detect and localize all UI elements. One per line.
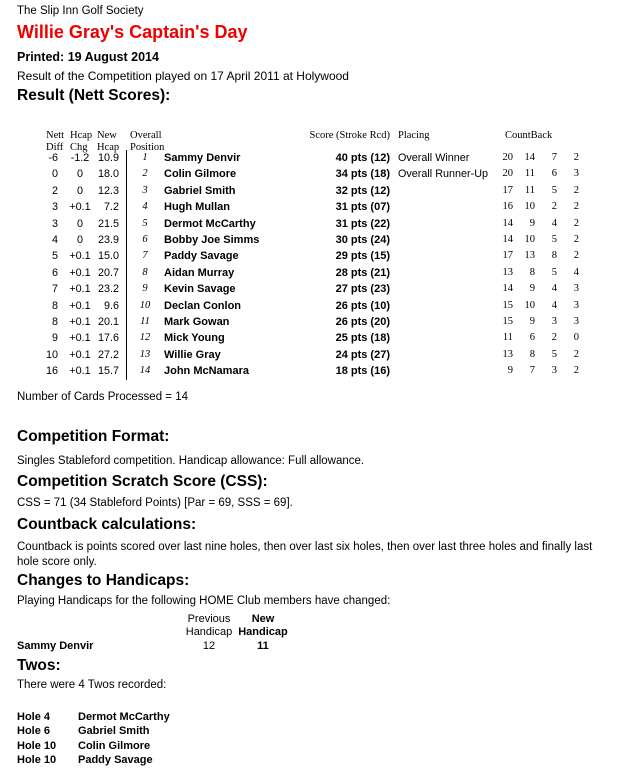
overall-position: 13 bbox=[139, 348, 151, 360]
placing-label: Overall Runner-Up bbox=[398, 168, 489, 181]
col-header-line: Chg bbox=[70, 141, 88, 153]
table-row bbox=[0, 281, 618, 297]
new-hcap-value: 20.7 bbox=[97, 266, 119, 279]
two-player-name: Gabriel Smith bbox=[78, 725, 150, 738]
changes-to-handicaps-heading: Changes to Handicaps: bbox=[17, 572, 190, 589]
nett-diff-value: 9 bbox=[51, 332, 58, 345]
overall-position: 1 bbox=[142, 152, 148, 163]
countback-6-holes: 11 bbox=[524, 184, 535, 196]
two-hole-label: Hole 10 bbox=[17, 753, 57, 766]
hcap-chg-value: 0 bbox=[76, 168, 83, 181]
player-name: Mark Gowan bbox=[164, 315, 230, 328]
countback-6-holes: 10 bbox=[524, 233, 535, 245]
new-hcap-value: 23.2 bbox=[97, 283, 119, 296]
nett-diff-value: -6 bbox=[48, 152, 58, 164]
two-hole-label: Hole 6 bbox=[17, 725, 51, 738]
countback-6-holes: 11 bbox=[524, 168, 535, 180]
nett-diff-value: 10 bbox=[45, 348, 58, 361]
new-hcap-value: 15.0 bbox=[97, 250, 119, 263]
two-row bbox=[0, 710, 618, 724]
results-table bbox=[0, 150, 618, 379]
player-name: John McNamara bbox=[164, 365, 249, 378]
countback-3-holes: 2 bbox=[551, 332, 557, 344]
player-name: Declan Conlon bbox=[164, 299, 242, 312]
overall-position: 4 bbox=[142, 201, 148, 213]
overall-position: 7 bbox=[142, 250, 148, 262]
col-header-line: Hcap bbox=[97, 141, 120, 153]
header-line: Previous bbox=[187, 613, 231, 625]
score-value: 26 pts (20) bbox=[335, 315, 390, 328]
countback-9-holes: 20 bbox=[502, 168, 513, 180]
score-value: 32 pts (12) bbox=[335, 184, 390, 197]
countback-last-hole: 2 bbox=[573, 201, 579, 213]
player-name: Paddy Savage bbox=[164, 250, 239, 263]
new-hcap-value: 15.7 bbox=[97, 365, 119, 378]
overall-position: 8 bbox=[142, 266, 148, 278]
countback-last-hole: 4 bbox=[573, 266, 579, 278]
overall-position: 6 bbox=[142, 233, 148, 245]
hcap-chg-value: +0.1 bbox=[69, 365, 91, 378]
countback-9-holes: 15 bbox=[502, 315, 513, 327]
table-row bbox=[0, 232, 618, 248]
score-value: 25 pts (18) bbox=[335, 332, 390, 345]
table-row bbox=[0, 347, 618, 363]
nett-diff-value: 16 bbox=[45, 365, 58, 378]
player-name: Hugh Mullan bbox=[164, 201, 230, 214]
col-header-score: Score (Stroke Rcd) bbox=[309, 130, 390, 141]
two-row bbox=[0, 739, 618, 753]
overall-position: 5 bbox=[142, 217, 148, 229]
countback-last-hole: 2 bbox=[573, 217, 579, 229]
two-row bbox=[0, 724, 618, 738]
competition-played-line: Result of the Competition played on 17 April 2011 at Holywood bbox=[17, 69, 349, 83]
twos-list bbox=[0, 710, 618, 767]
countback-last-hole: 3 bbox=[573, 315, 579, 327]
overall-position: 10 bbox=[139, 299, 151, 311]
hcap-chg-value: +0.1 bbox=[69, 283, 91, 296]
countback-9-holes: 16 bbox=[502, 201, 513, 213]
overall-position: 12 bbox=[139, 332, 151, 344]
score-value: 40 pts (12) bbox=[335, 152, 390, 164]
twos-heading: Twos: bbox=[17, 657, 61, 674]
society-name: The Slip Inn Golf Society bbox=[17, 5, 144, 17]
new-hcap-value: 7.2 bbox=[103, 201, 119, 214]
countback-6-holes: 8 bbox=[529, 266, 535, 278]
score-value: 18 pts (16) bbox=[335, 365, 390, 378]
countback-9-holes: 14 bbox=[502, 233, 513, 245]
hcap-chg-value: 0 bbox=[76, 184, 83, 197]
score-value: 26 pts (10) bbox=[335, 299, 390, 312]
col-header-placing: Placing bbox=[398, 130, 430, 141]
css-heading: Competition Scratch Score (CSS): bbox=[17, 473, 268, 490]
new-handicap-value: 11 bbox=[257, 640, 269, 652]
nett-diff-value: 4 bbox=[51, 233, 58, 246]
countback-3-holes: 5 bbox=[551, 184, 557, 196]
competition-format-heading: Competition Format: bbox=[17, 428, 170, 445]
hcap-chg-value: +0.1 bbox=[69, 348, 91, 361]
competition-format-body: Singles Stableford competition. Handicap allowance: Full allowance. bbox=[17, 455, 365, 467]
countback-last-hole: 3 bbox=[573, 168, 579, 180]
hcap-chg-value: +0.1 bbox=[69, 315, 91, 328]
hcap-chg-value: 0 bbox=[76, 233, 83, 246]
col-header-line: Hcap bbox=[70, 130, 93, 141]
col-header-countback: CountBack bbox=[505, 130, 553, 141]
two-player-name: Dermot McCarthy bbox=[78, 711, 170, 723]
new-hcap-value: 21.5 bbox=[97, 217, 119, 230]
player-name: Bobby Joe Simms bbox=[164, 233, 260, 246]
countback-3-holes: 6 bbox=[551, 168, 557, 180]
two-hole-label: Hole 4 bbox=[17, 711, 51, 723]
player-name: Kevin Savage bbox=[164, 283, 236, 296]
new-hcap-value: 17.6 bbox=[97, 332, 119, 345]
new-hcap-value: 9.6 bbox=[103, 299, 119, 312]
countback-6-holes: 6 bbox=[529, 332, 535, 344]
nett-diff-value: 8 bbox=[51, 299, 58, 312]
score-value: 31 pts (22) bbox=[335, 217, 390, 230]
countback-3-holes: 5 bbox=[551, 266, 557, 278]
score-value: 34 pts (18) bbox=[335, 168, 390, 181]
nett-diff-value: 6 bbox=[51, 266, 58, 279]
countback-9-holes: 13 bbox=[502, 266, 513, 278]
countback-3-holes: 5 bbox=[551, 348, 557, 360]
overall-position: 2 bbox=[142, 168, 148, 180]
printed-date: Printed: 19 August 2014 bbox=[17, 50, 159, 64]
nett-diff-value: 7 bbox=[51, 283, 58, 296]
countback-3-holes: 7 bbox=[551, 152, 557, 163]
col-header-line: Position bbox=[130, 141, 165, 153]
countback-3-holes: 2 bbox=[551, 201, 557, 213]
cards-processed-note: Number of Cards Processed = 14 bbox=[17, 391, 188, 403]
hcap-chg-value: +0.1 bbox=[69, 266, 91, 279]
player-name: Mick Young bbox=[164, 332, 225, 345]
col-header-line: Diff bbox=[46, 141, 64, 153]
countback-6-holes: 8 bbox=[529, 348, 535, 360]
countback-9-holes: 15 bbox=[502, 299, 513, 311]
countback-9-holes: 14 bbox=[502, 217, 513, 229]
hcap-chg-value: +0.1 bbox=[69, 332, 91, 345]
countback-calculations-body: Countback is points scored over last nine holes, then over last six holes, then over last three holes and finally last hole score only. bbox=[17, 541, 593, 568]
header-line: New bbox=[251, 613, 275, 625]
countback-9-holes: 11 bbox=[502, 332, 513, 344]
countback-6-holes: 10 bbox=[524, 299, 535, 311]
score-value: 27 pts (23) bbox=[335, 283, 390, 296]
table-row bbox=[0, 265, 618, 281]
two-row bbox=[0, 753, 618, 767]
table-row bbox=[0, 150, 618, 166]
countback-9-holes: 17 bbox=[502, 184, 513, 196]
countback-3-holes: 5 bbox=[551, 233, 557, 245]
col-header-line: Nett bbox=[46, 130, 65, 141]
player-name: Willie Gray bbox=[164, 348, 221, 361]
hcap-chg-value: +0.1 bbox=[69, 299, 91, 312]
countback-9-holes: 20 bbox=[502, 152, 513, 163]
player-name: Dermot McCarthy bbox=[164, 217, 256, 230]
new-hcap-value: 23.9 bbox=[97, 233, 119, 246]
table-row bbox=[0, 166, 618, 182]
overall-position: 3 bbox=[142, 184, 148, 196]
countback-last-hole: 2 bbox=[573, 184, 579, 196]
two-player-name: Colin Gilmore bbox=[78, 739, 151, 752]
player-name: Sammy Denvir bbox=[164, 152, 241, 164]
placing-label: Overall Winner bbox=[398, 152, 470, 164]
countback-6-holes: 10 bbox=[524, 201, 535, 213]
countback-last-hole: 2 bbox=[573, 365, 579, 377]
header-line: Handicap bbox=[238, 626, 288, 638]
new-hcap-value: 27.2 bbox=[97, 348, 119, 361]
event-title: Willie Gray's Captain's Day bbox=[17, 22, 248, 42]
countback-3-holes: 4 bbox=[551, 217, 557, 229]
countback-6-holes: 14 bbox=[524, 152, 535, 163]
countback-3-holes: 4 bbox=[551, 299, 557, 311]
table-row bbox=[0, 216, 618, 232]
countback-last-hole: 2 bbox=[573, 233, 579, 245]
countback-9-holes: 13 bbox=[502, 348, 513, 360]
countback-9-holes: 14 bbox=[502, 283, 513, 295]
countback-3-holes: 3 bbox=[551, 365, 557, 377]
two-player-name: Paddy Savage bbox=[78, 753, 153, 766]
changes-to-handicaps-body: Playing Handicaps for the following HOME Club members have changed: bbox=[17, 595, 391, 607]
score-value: 31 pts (07) bbox=[335, 201, 390, 214]
new-hcap-value: 10.9 bbox=[97, 152, 119, 164]
countback-6-holes: 9 bbox=[529, 217, 535, 229]
countback-9-holes: 17 bbox=[502, 250, 513, 262]
score-value: 24 pts (27) bbox=[335, 348, 390, 361]
score-value: 30 pts (24) bbox=[335, 233, 390, 246]
table-row bbox=[0, 248, 618, 264]
table-row bbox=[0, 183, 618, 199]
header-line: Handicap bbox=[185, 626, 233, 638]
countback-last-hole: 0 bbox=[573, 332, 579, 344]
table-row bbox=[0, 330, 618, 346]
nett-diff-value: 0 bbox=[51, 168, 58, 181]
overall-position: 9 bbox=[142, 283, 148, 295]
countback-last-hole: 3 bbox=[573, 299, 579, 311]
countback-6-holes: 9 bbox=[529, 315, 535, 327]
player-name: Aidan Murray bbox=[164, 266, 235, 279]
countback-last-hole: 2 bbox=[573, 348, 579, 360]
new-handicap-header bbox=[228, 613, 298, 639]
countback-3-holes: 3 bbox=[551, 315, 557, 327]
overall-position: 14 bbox=[139, 365, 151, 377]
new-hcap-value: 18.0 bbox=[97, 168, 119, 181]
countback-9-holes: 9 bbox=[507, 365, 513, 377]
table-row bbox=[0, 199, 618, 215]
table-row bbox=[0, 363, 618, 379]
player-name: Gabriel Smith bbox=[164, 184, 236, 197]
table-row bbox=[0, 298, 618, 314]
hcap-chg-value: -1.2 bbox=[70, 152, 90, 164]
score-value: 28 pts (21) bbox=[335, 266, 390, 279]
css-body: CSS = 71 (34 Stableford Points) [Par = 69, SSS = 69]. bbox=[17, 497, 293, 509]
previous-handicap-value: 12 bbox=[202, 640, 216, 652]
countback-3-holes: 8 bbox=[551, 250, 557, 262]
countback-last-hole: 2 bbox=[573, 152, 579, 163]
table-row bbox=[0, 314, 618, 330]
hcap-chg-value: +0.1 bbox=[69, 250, 91, 263]
nett-diff-value: 2 bbox=[51, 184, 58, 197]
handicap-change-row bbox=[0, 640, 618, 654]
nett-diff-value: 3 bbox=[51, 217, 58, 230]
result-heading: Result (Nett Scores): bbox=[17, 87, 171, 104]
nett-diff-value: 8 bbox=[51, 315, 58, 328]
countback-6-holes: 9 bbox=[529, 283, 535, 295]
two-hole-label: Hole 10 bbox=[17, 739, 57, 752]
countback-last-hole: 2 bbox=[573, 250, 579, 262]
countback-6-holes: 13 bbox=[524, 250, 535, 262]
col-header-line: Overall bbox=[130, 130, 162, 141]
countback-3-holes: 4 bbox=[551, 283, 557, 295]
countback-calculations-heading: Countback calculations: bbox=[17, 516, 197, 533]
twos-note: There were 4 Twos recorded: bbox=[17, 679, 167, 691]
handicap-player-name: Sammy Denvir bbox=[17, 640, 94, 652]
overall-position: 11 bbox=[140, 315, 150, 327]
hcap-chg-value: 0 bbox=[76, 217, 83, 230]
nett-diff-value: 5 bbox=[51, 250, 58, 263]
player-name: Colin Gilmore bbox=[164, 168, 237, 181]
new-hcap-value: 12.3 bbox=[97, 184, 119, 197]
new-hcap-value: 20.1 bbox=[97, 315, 119, 328]
score-value: 29 pts (15) bbox=[335, 250, 390, 263]
countback-last-hole: 3 bbox=[573, 283, 579, 295]
col-header-line: New bbox=[97, 130, 117, 141]
hcap-chg-value: +0.1 bbox=[69, 201, 91, 214]
nett-diff-value: 3 bbox=[51, 201, 58, 214]
countback-6-holes: 7 bbox=[529, 365, 535, 377]
